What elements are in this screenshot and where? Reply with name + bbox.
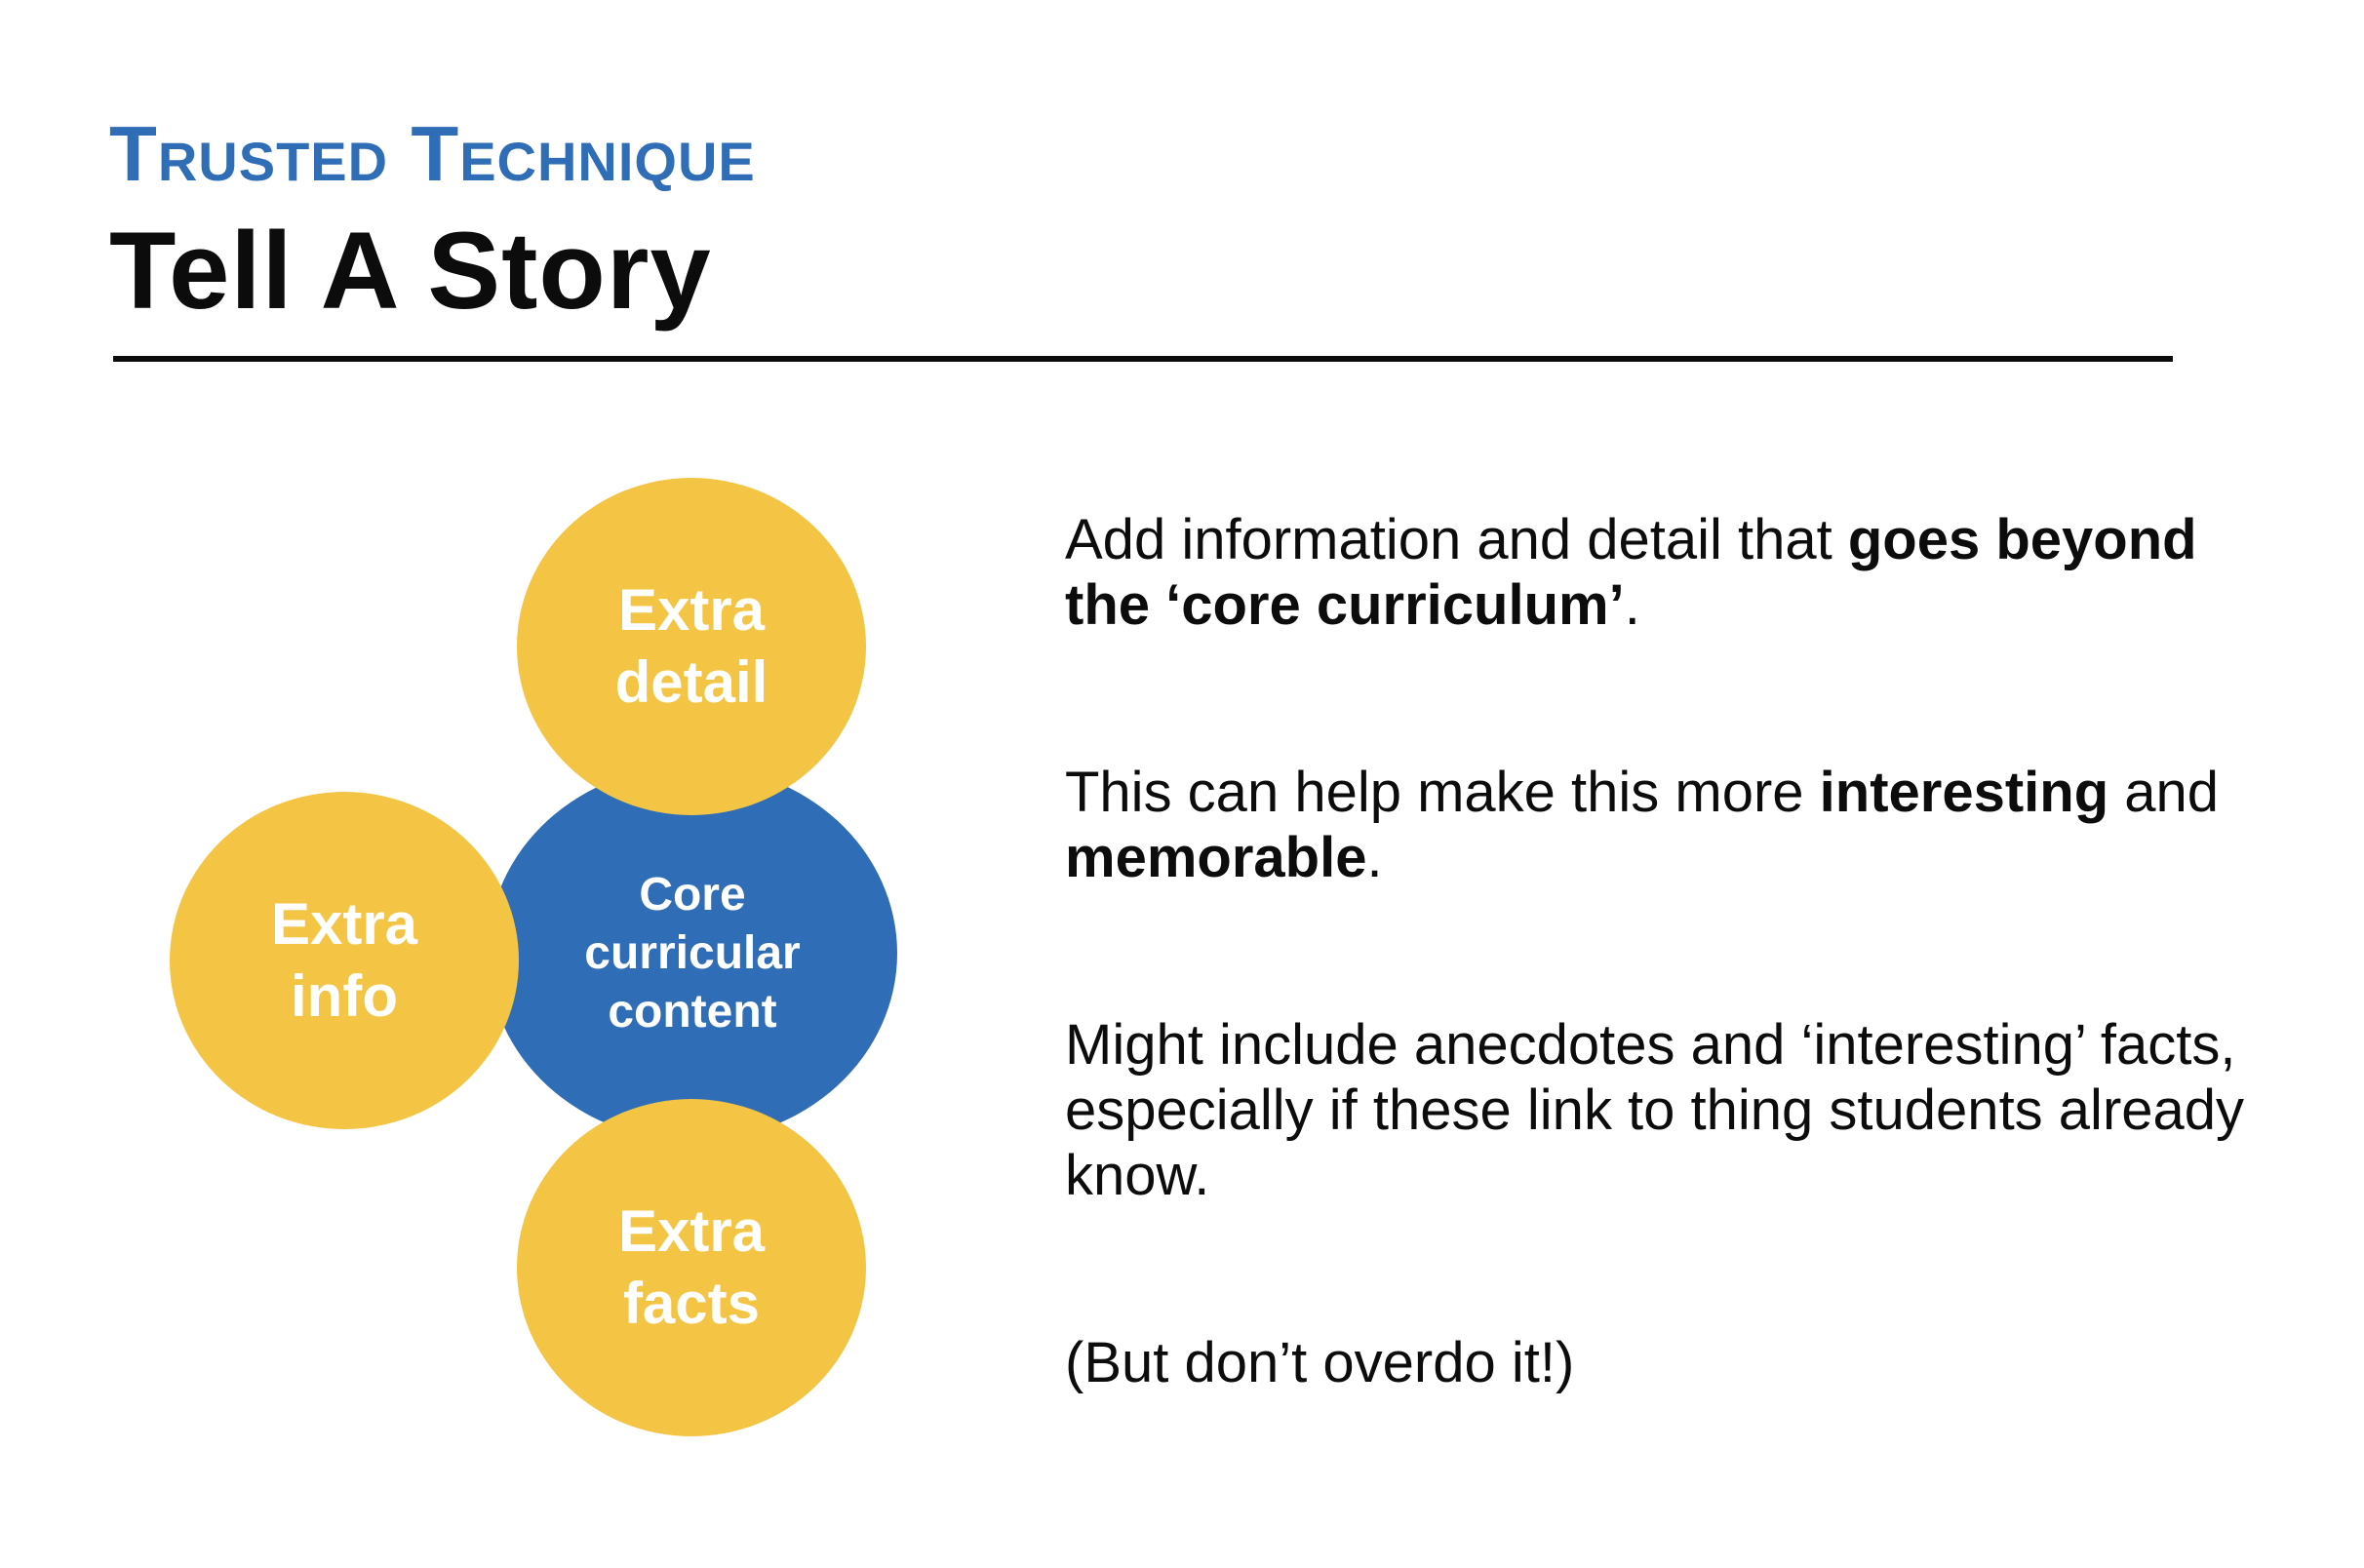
p1-end: . — [1624, 573, 1640, 637]
p1-bold: goes beyond the ‘core curriculum’ — [1065, 508, 2197, 637]
extra-facts-label: Extra facts — [617, 1198, 766, 1336]
page-title: Tell A Story — [109, 210, 712, 332]
p2-bold-memorable: memorable — [1065, 826, 1367, 889]
extra-info-circle — [170, 792, 519, 1129]
title-divider — [113, 356, 2173, 362]
explanation-text — [1065, 507, 2255, 1395]
p1-text: Add information and detail that — [1065, 508, 1848, 571]
p2-text: This can help make this more — [1065, 761, 1820, 824]
paragraph-anecdotes: Might include anecdotes and ‘interesting’ facts, especially if these link to thing students already know. — [1065, 1013, 2245, 1207]
paragraph-caution: (But don’t overdo it!) — [1065, 1331, 1575, 1394]
extra-facts-circle — [517, 1099, 866, 1436]
paragraph-interesting-memorable — [1065, 760, 2255, 890]
p2-end: . — [1366, 826, 1383, 889]
core-content-label: Core curricular content — [584, 868, 801, 1038]
paragraph-beyond-curriculum — [1065, 507, 2255, 638]
extra-detail-label: Extra detail — [614, 577, 768, 715]
p2-bold-interesting: interesting — [1819, 761, 2109, 824]
p2-mid: and — [2108, 761, 2220, 824]
extra-detail-circle — [517, 478, 866, 815]
extra-info-label: Extra info — [270, 891, 418, 1029]
section-eyebrow: Trusted Technique — [109, 110, 756, 197]
core-content-circle — [488, 765, 897, 1141]
